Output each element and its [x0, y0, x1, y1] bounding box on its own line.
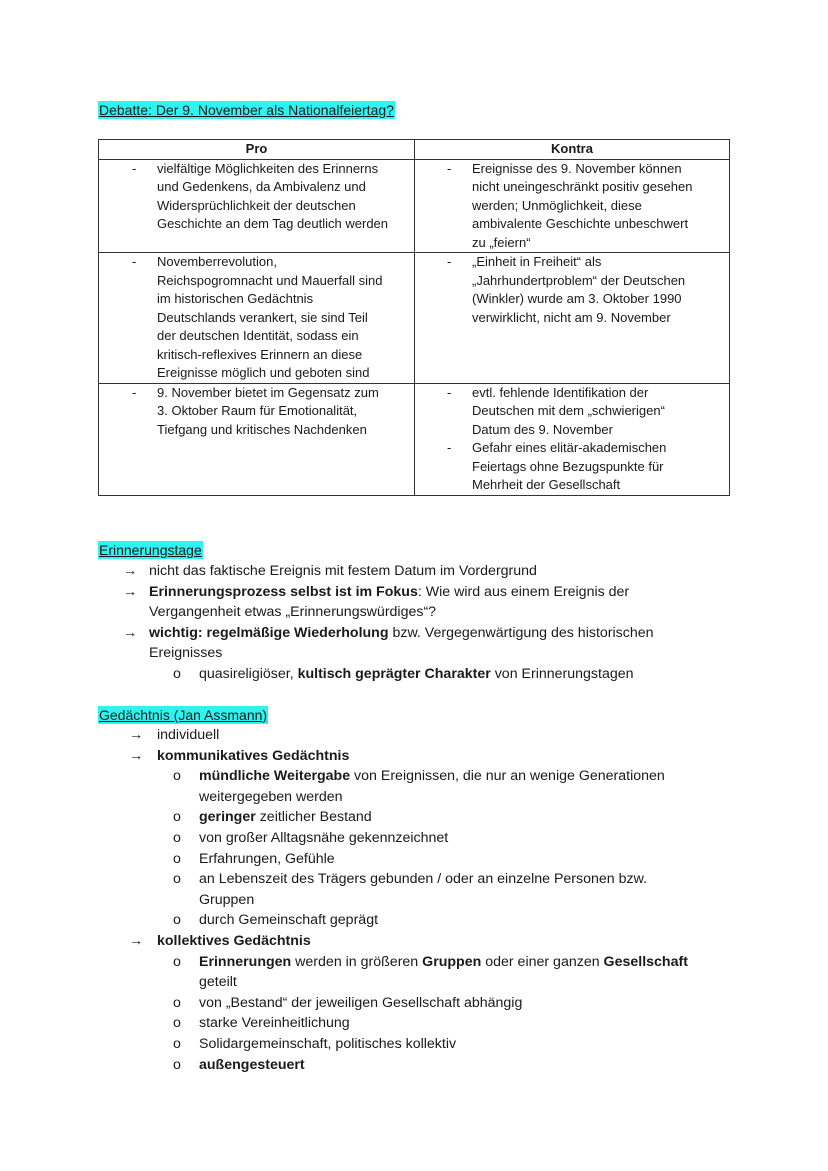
argument-line: (Winkler) wurde am 3. Oktober 1990: [472, 291, 682, 306]
argument-line: „Einheit in Freiheit“ als: [472, 254, 602, 269]
text-segment: an Lebenszeit des Trägers gebunden / oder an einzelne Personen bzw.: [199, 871, 648, 888]
arrow-icon: →: [129, 932, 144, 949]
arrow-icon: →: [129, 727, 144, 743]
dash-marker: -: [447, 440, 452, 455]
pro-argument: [99, 160, 414, 234]
argument-line: und Gedenkens, da Ambivalenz und: [157, 179, 366, 194]
kontra-argument: [415, 253, 729, 327]
kontra-cell: [415, 253, 730, 384]
text-segment: von Erinnerungstagen: [490, 665, 634, 682]
text-line: [199, 952, 729, 973]
dash-marker: -: [132, 254, 137, 269]
circle-bullet-icon: o: [173, 1056, 181, 1073]
table-row: [99, 159, 730, 253]
text-segment: bzw. Vergegenwärtigung des historischen: [388, 624, 654, 641]
bold-text: wichtig: regelmäßige Wiederholung: [149, 624, 389, 641]
gedaechtnis-type-individuell: [0, 725, 828, 746]
argument-line: Novemberrevolution,: [157, 254, 277, 269]
argument-line: Ereignisse des 9. November können: [472, 160, 682, 176]
text-line: [199, 890, 729, 911]
gedaechtnis-type-kollektiv: [0, 931, 828, 952]
text-segment: oder einer ganzen: [481, 953, 604, 970]
table-row: [99, 253, 730, 384]
gedaechtnis-type-kommunikativ: [0, 746, 828, 767]
gedaechtnis-heading: Gedächtnis (Jan Assmann): [99, 707, 268, 723]
circle-bullet-icon: o: [173, 829, 181, 846]
bold-text: Erinnerungsprozess selbst ist im Fokus: [149, 583, 418, 600]
bold-text: kommunikatives Gedächtnis: [157, 747, 350, 764]
argument-line: Deutschen mit dem „schwierigen“: [472, 403, 665, 418]
text-line: [199, 787, 729, 808]
dash-marker: -: [132, 160, 137, 176]
kontra-argument: [415, 384, 729, 440]
text-line: [149, 623, 828, 644]
text-line: [199, 993, 729, 1014]
kontra-argument: [415, 160, 729, 253]
text-line: [199, 869, 729, 890]
text-line: [199, 1013, 729, 1034]
erinnerungstage-list: [0, 561, 828, 685]
bullet-list-item: [0, 807, 729, 828]
dash-marker: -: [132, 384, 137, 400]
argument-line: vielfältige Möglichkeiten des Erinnerns: [157, 160, 379, 176]
text-segment: von großer Alltagsnähe gekennzeichnet: [199, 829, 449, 846]
kontra-cell: [415, 159, 730, 253]
text-line: [199, 766, 729, 787]
bullet-list-item: [0, 664, 729, 685]
dash-marker: -: [447, 254, 452, 269]
dash-marker: -: [447, 384, 452, 400]
text-segment: quasireligiöser,: [199, 665, 298, 682]
circle-bullet-icon: o: [173, 1015, 181, 1032]
argument-line: Ereignisse möglich und geboten sind: [157, 365, 370, 380]
text-segment: : Wie wird aus einem Ereignis der: [417, 583, 630, 600]
text-line: [199, 849, 729, 870]
text-line: [149, 602, 828, 623]
argument-line: zu „feiern“: [472, 234, 531, 250]
arrow-icon: →: [123, 563, 138, 579]
argument-line: Feiertags ohne Bezugspunkte für: [472, 458, 664, 474]
argument-line: verwirklicht, nicht am 9. November: [472, 309, 671, 325]
argument-line: der deutschen Identität, sodass ein: [157, 328, 359, 343]
erinnerungstage-heading: Erinnerungstage: [99, 542, 202, 558]
text-line: [199, 1034, 729, 1055]
argument-line: Datum des 9. November: [472, 421, 613, 437]
debate-heading: Debatte: Der 9. November als Nationalfeiertag?: [99, 102, 394, 118]
text-segment: geteilt: [199, 974, 237, 991]
bold-text: kultisch geprägter Charakter: [297, 665, 491, 682]
kontra-argument: [415, 439, 729, 495]
bold-text: Gesellschaft: [603, 953, 688, 970]
circle-bullet-icon: o: [173, 1035, 181, 1052]
argument-line: „Jahrhundertproblem“ der Deutschen: [472, 272, 686, 288]
argument-line: Widersprüchlichkeit der deutschen: [157, 197, 356, 213]
text-segment: individuell: [157, 727, 220, 743]
arrow-icon: →: [129, 747, 144, 764]
bullet-list-item: [0, 1034, 729, 1055]
pro-cell: [99, 159, 415, 253]
bullet-list-item: [0, 1055, 729, 1076]
text-segment: Solidargemeinschaft, politisches kollektiv: [199, 1035, 457, 1052]
circle-bullet-icon: o: [173, 768, 181, 785]
kontra-column-header: Kontra: [415, 140, 730, 160]
argument-line: 9. November bietet im Gegensatz zum: [157, 384, 379, 400]
arrow-icon: →: [123, 583, 138, 600]
arrow-list-item: [0, 582, 828, 623]
pro-argument: [99, 384, 414, 440]
text-segment: zeitlicher Bestand: [255, 809, 372, 826]
argument-line: Mehrheit der Gesellschaft: [472, 477, 621, 492]
gedaechtnis-list: [0, 725, 828, 1075]
arrow-list-item: [0, 623, 828, 664]
text-line: [149, 582, 828, 603]
circle-bullet-icon: o: [173, 912, 181, 929]
argument-line: im historischen Gedächtnis: [157, 291, 314, 306]
text-segment: nicht das faktische Ereignis mit festem Datum im Vordergrund: [149, 563, 537, 579]
text-line: [199, 664, 729, 685]
text-line: [199, 972, 729, 993]
circle-bullet-icon: o: [173, 665, 181, 682]
text-segment: von „Bestand“ der jeweiligen Gesellschaft abhängig: [199, 994, 523, 1011]
arrow-list-item: [0, 561, 828, 582]
circle-bullet-icon: o: [173, 953, 181, 970]
argument-line: Tiefgang und kritisches Nachdenken: [157, 421, 367, 437]
bullet-list-item: [0, 828, 729, 849]
pro-kontra-table: [98, 139, 730, 496]
bullet-list-item: [0, 849, 729, 870]
bullet-list-item: [0, 993, 729, 1014]
arrow-icon: →: [123, 624, 138, 641]
table-row: [99, 383, 730, 495]
argument-line: nicht uneingeschränkt positiv gesehen: [472, 179, 693, 194]
argument-line: Gefahr eines elitär-akademischen: [472, 440, 667, 455]
text-line: [199, 910, 729, 931]
bold-text: geringer: [199, 809, 256, 826]
bold-text: Erinnerungen: [199, 953, 292, 970]
text-segment: weitergegeben werden: [199, 788, 343, 805]
pro-cell: [99, 253, 415, 384]
bullet-list-item: [0, 869, 729, 910]
pro-cell: [99, 383, 415, 495]
bold-text: Gruppen: [422, 953, 482, 970]
text-segment: Gruppen: [199, 891, 255, 908]
text-segment: Vergangenheit etwas „Erinnerungswürdiges“?: [149, 604, 437, 621]
argument-line: werden; Unmöglichkeit, diese: [472, 197, 642, 213]
argument-line: 3. Oktober Raum für Emotionalität,: [157, 403, 358, 418]
argument-line: kritisch-reflexives Erinnern an diese: [157, 346, 363, 362]
bold-text: mündliche Weitergabe: [199, 768, 351, 785]
bullet-list-item: [0, 952, 729, 993]
bullet-list-item: [0, 1013, 729, 1034]
circle-bullet-icon: o: [173, 850, 181, 867]
argument-line: evtl. fehlende Identifikation der: [472, 384, 649, 400]
argument-line: Reichspogromnacht und Mauerfall sind: [157, 272, 383, 288]
text-segment: werden in größeren: [291, 953, 423, 970]
pro-argument: [99, 253, 414, 383]
bullet-list-item: [0, 910, 729, 931]
dash-marker: -: [447, 160, 452, 176]
bold-text: kollektives Gedächtnis: [157, 932, 311, 949]
argument-line: ambivalente Geschichte unbeschwert: [472, 216, 689, 231]
text-line: [149, 561, 828, 582]
bullet-list-item: [0, 766, 729, 807]
text-segment: Ereignisses: [149, 645, 223, 662]
text-segment: Erfahrungen, Gefühle: [199, 850, 335, 867]
argument-line: Geschichte an dem Tag deutlich werden: [157, 216, 389, 231]
circle-bullet-icon: o: [173, 994, 181, 1011]
pro-column-header: Pro: [99, 140, 415, 160]
kontra-cell: [415, 383, 730, 495]
text-line: [199, 828, 729, 849]
text-segment: von Ereignissen, die nur an wenige Generationen: [350, 768, 665, 785]
bold-text: außengesteuert: [199, 1056, 305, 1073]
argument-line: Deutschlands verankert, sie sind Teil: [157, 309, 368, 325]
text-segment: starke Vereinheitlichung: [199, 1015, 350, 1032]
text-line: [199, 807, 729, 828]
text-line: [199, 1055, 729, 1076]
text-line: [149, 643, 828, 664]
circle-bullet-icon: o: [173, 809, 181, 826]
text-segment: durch Gemeinschaft geprägt: [199, 912, 379, 929]
circle-bullet-icon: o: [173, 871, 181, 888]
